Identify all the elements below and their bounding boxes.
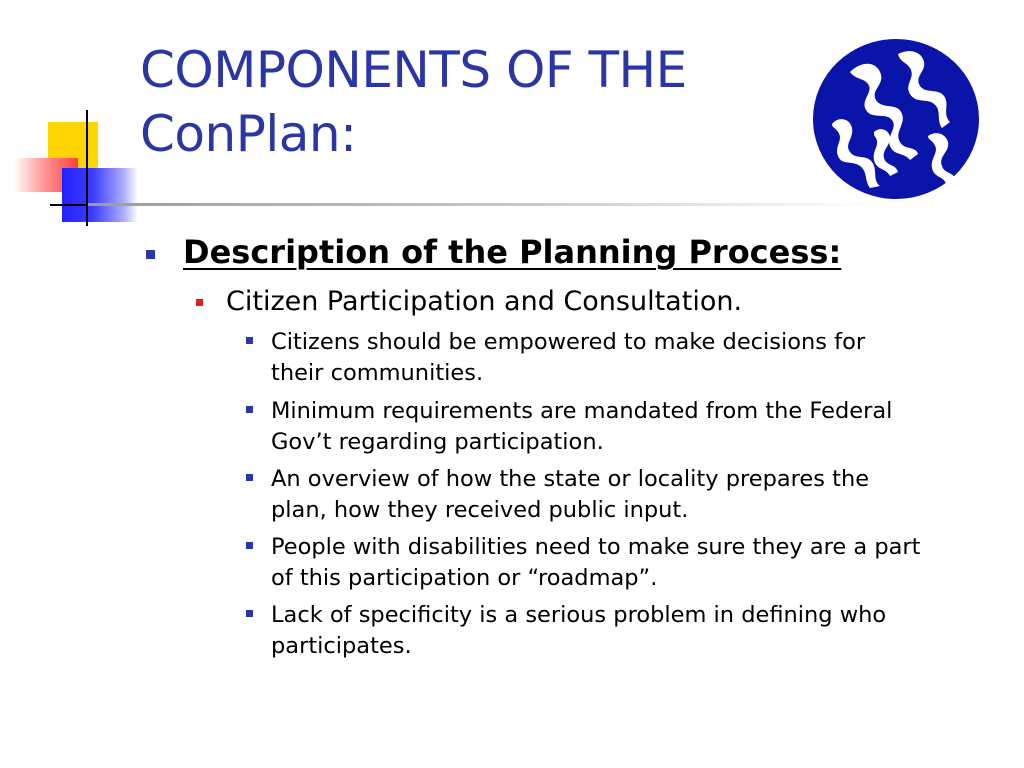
- title-divider: [88, 203, 878, 206]
- bullet-text-line: Gov’t regarding participation.: [271, 429, 604, 455]
- slide-title-line-1: COMPONENTS OF THE: [140, 41, 687, 99]
- bullet-square-icon: [246, 406, 253, 413]
- puzzle-globe-logo-icon: [810, 32, 982, 204]
- bullet-square-icon: [246, 474, 253, 481]
- bullet-level-3-text: [271, 464, 869, 526]
- bullet-text-line: An overview of how the state or locality prepares the: [271, 466, 870, 492]
- bullet-level-2-text: Citizen Participation and Consultation.: [226, 286, 743, 317]
- bullet-square-icon: [246, 542, 253, 549]
- bullet-text-line: People with disabilities need to make sure they are a part: [271, 534, 921, 560]
- bullet-level-1-text: Description of the Planning Process:: [183, 233, 842, 271]
- bullet-text-line: participates.: [271, 633, 412, 659]
- bullet-text-line: plan, how they received public input.: [271, 497, 689, 523]
- bullet-level-3-text: [271, 600, 886, 662]
- slide-title: [140, 38, 687, 166]
- bullet-square-icon: [146, 250, 155, 259]
- bullet-level-3-text: [271, 327, 865, 389]
- bullet-text-line: their communities.: [271, 360, 484, 386]
- bullet-square-icon: [246, 337, 253, 344]
- bullet-text-line: of this participation or “roadmap”.: [271, 565, 658, 591]
- bullet-text-line: Minimum requirements are mandated from the Federal: [271, 398, 893, 424]
- decorative-vertical-line: [86, 110, 88, 226]
- slide-title-line-2: ConPlan:: [140, 105, 357, 163]
- bullet-level-3-text: [271, 396, 892, 458]
- bullet-level-3-text: [271, 532, 920, 594]
- bullet-text-line: Citizens should be empowered to make decisions for: [271, 329, 866, 355]
- bullet-text-line: Lack of specificity is a serious problem in defining who: [271, 602, 887, 628]
- decorative-blue-bar: [62, 168, 138, 222]
- bullet-square-icon: [196, 299, 203, 306]
- bullet-square-icon: [246, 610, 253, 617]
